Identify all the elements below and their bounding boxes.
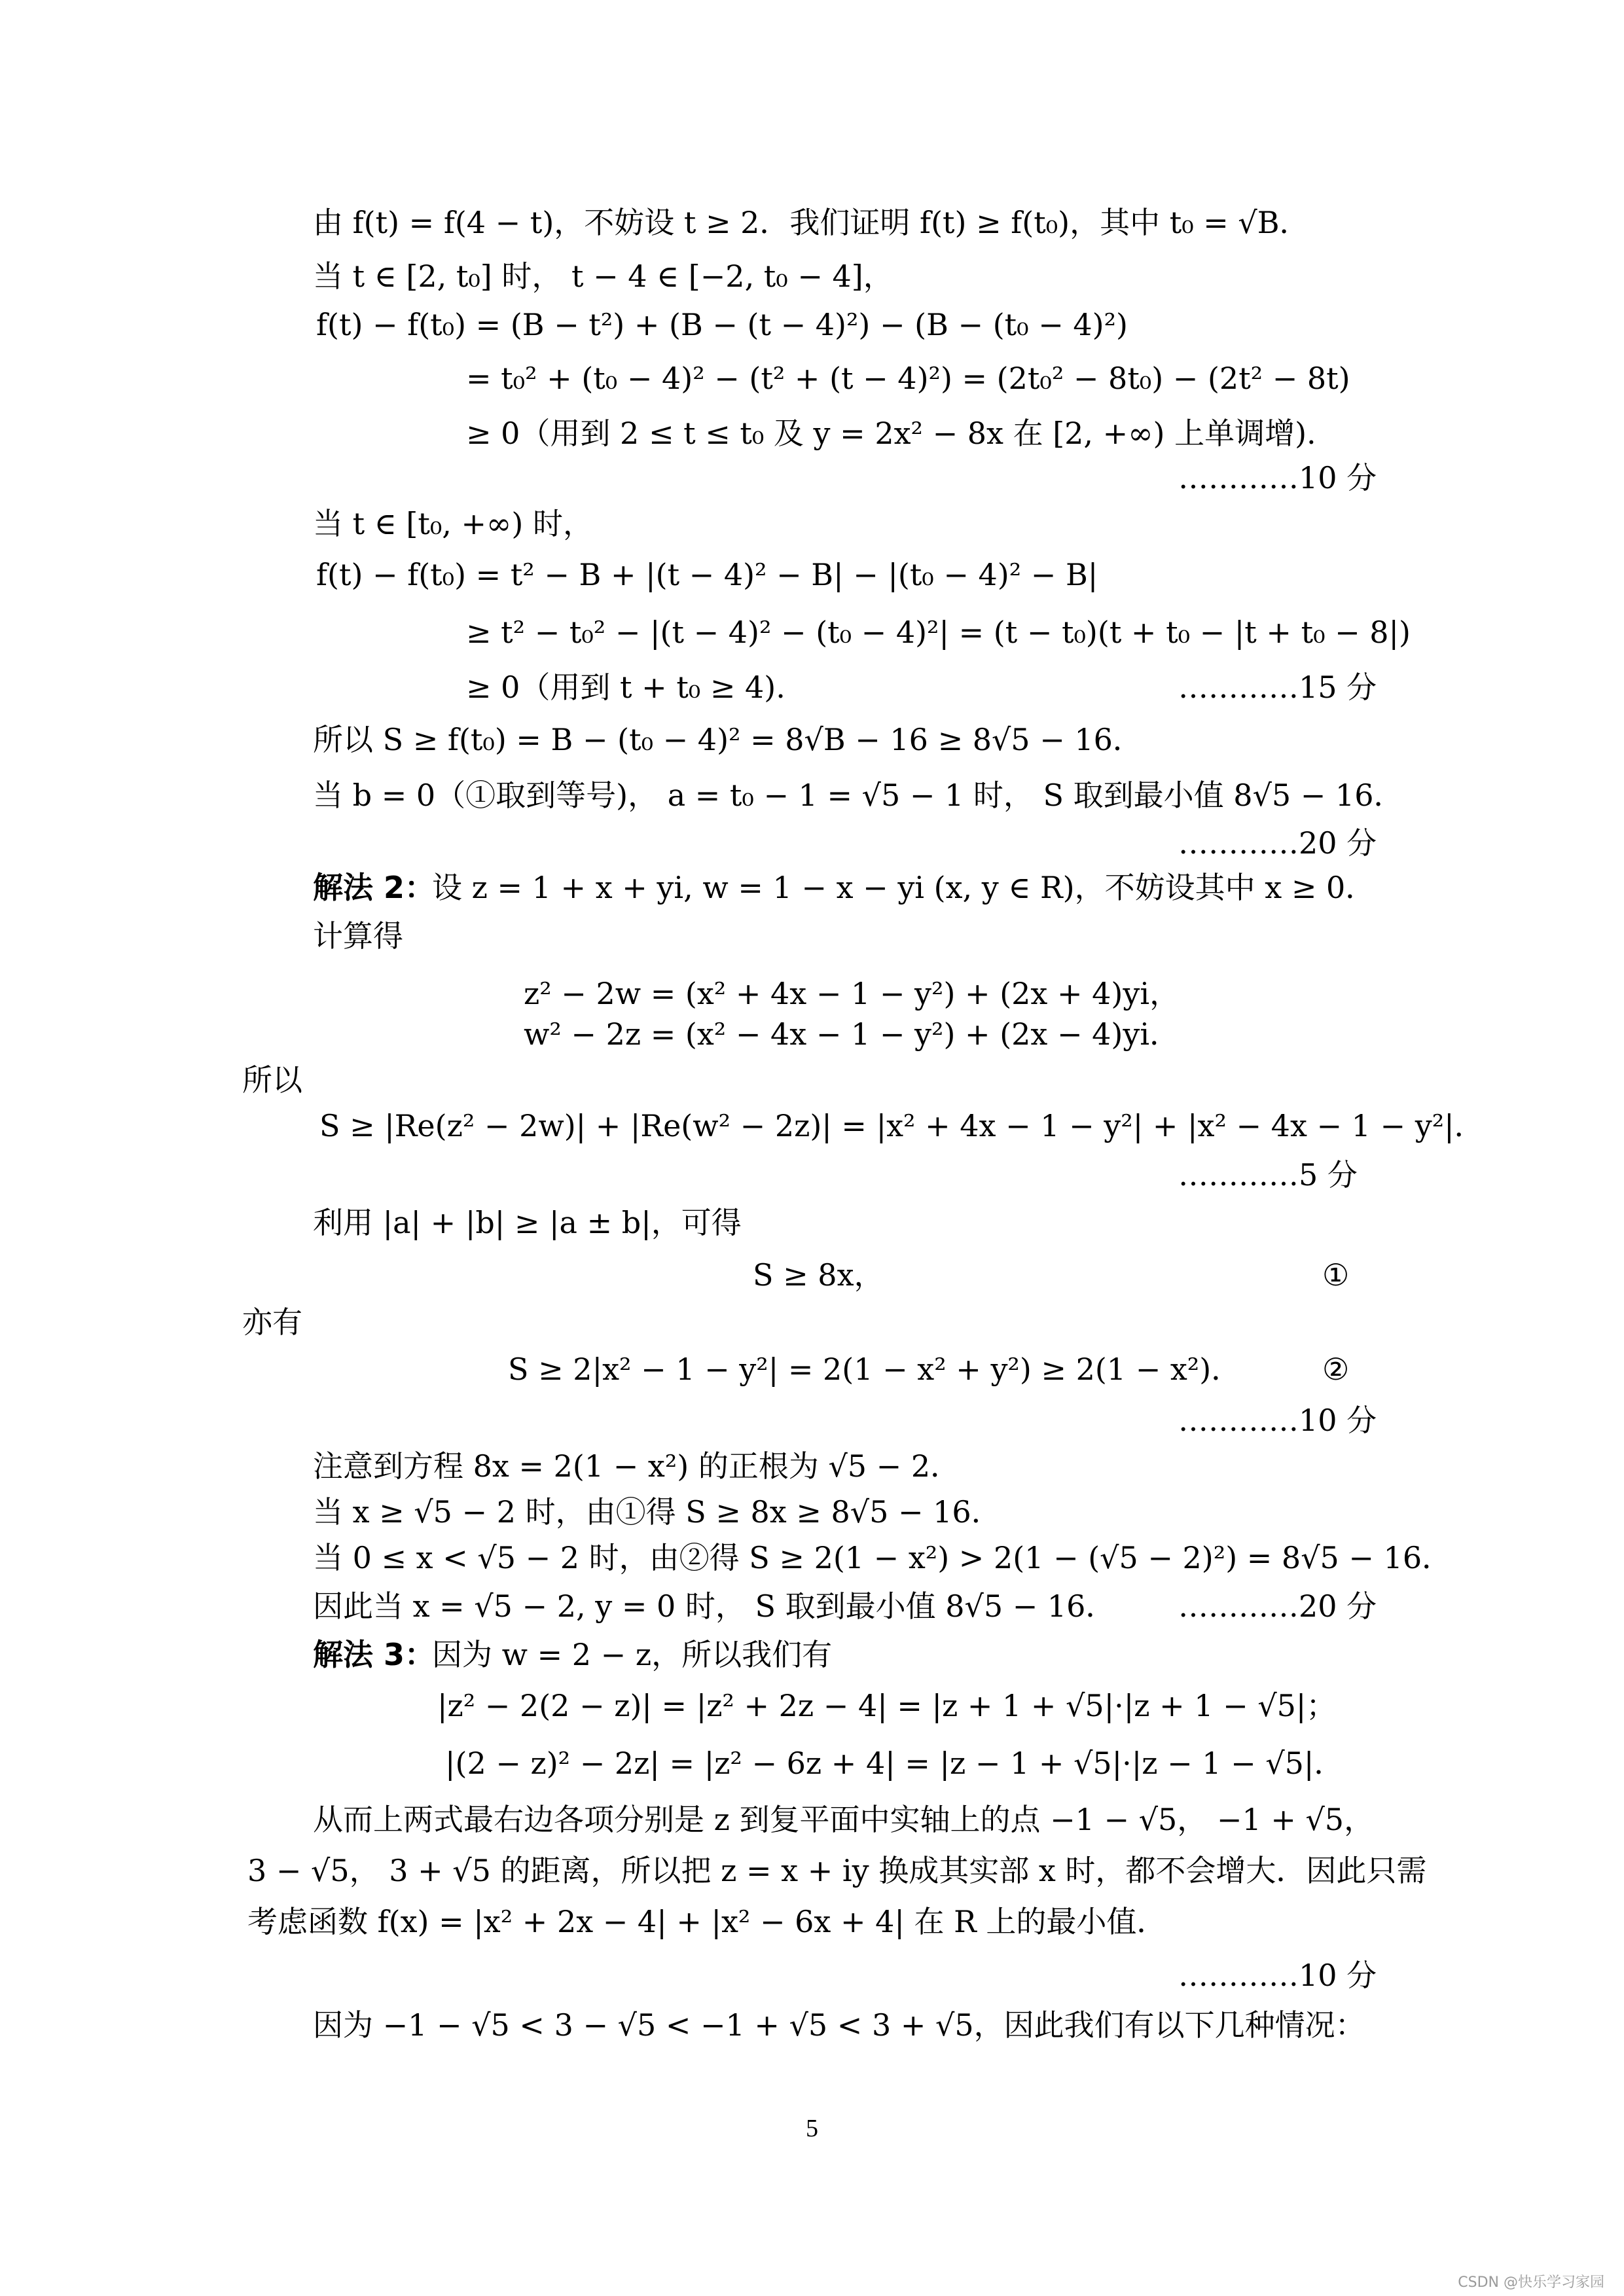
- score-mark: …………10 分: [1178, 1403, 1377, 1438]
- equation-number: ②: [1322, 1352, 1350, 1387]
- text-line: 当 0 ≤ x < √5 − 2 时，由②得 S ≥ 2(1 − x²) > 2(1 − (√5 − 2)²) = 8√5 − 16．: [313, 1540, 1453, 1575]
- score-mark: …………20 分: [1178, 825, 1377, 861]
- text-line: 利用 |a| + |b| ≥ |a ± b|，可得: [313, 1205, 742, 1240]
- score-mark: …………5 分: [1178, 1157, 1358, 1193]
- solution-heading: 解法 2：: [313, 870, 435, 905]
- equation-line: S ≥ 8x，: [753, 1257, 884, 1293]
- text-line: 考虑函数 f(x) = |x² + 2x − 4| + |x² − 6x + 4| 在 R 上的最小值．: [247, 1904, 1167, 1939]
- text-line: 计算得: [313, 918, 403, 954]
- text-line: 因为 −1 − √5 < 3 − √5 < −1 + √5 < 3 + √5，因此我们有以下几种情况：: [313, 2007, 1365, 2043]
- text-line: 注意到方程 8x = 2(1 − x²) 的正根为 √5 − 2．: [313, 1448, 961, 1484]
- equation-line: ≥ 0（用到 2 ≤ t ≤ t₀ 及 y = 2x² − 8x 在 [2, +∞) 上单调增).: [466, 416, 1316, 451]
- equation-line: |(2 − z)² − 2z| = |z² − 6z + 4| = |z − 1 + √5|·|z − 1 − √5|．: [445, 1746, 1344, 1781]
- equation-line: |z² − 2(2 − z)| = |z² + 2z − 4| = |z + 1 + √5|·|z + 1 − √5|；: [437, 1688, 1337, 1723]
- equation-number: ①: [1322, 1257, 1350, 1293]
- score-mark: …………15 分: [1178, 670, 1377, 705]
- text-line: 从而上两式最右边各项分别是 z 到复平面中实轴上的点 −1 − √5， −1 + √5，: [313, 1802, 1375, 1837]
- text-line: 当 t ∈ [2, t₀] 时， t − 4 ∈ [−2, t₀ − 4]，: [313, 259, 893, 294]
- text-line: 由 f(t) = f(4 − t)，不妨设 t ≥ 2．我们证明 f(t) ≥ f(t₀)，其中 t₀ = √B．: [313, 205, 1310, 240]
- page-number: 5: [806, 2115, 818, 2142]
- text-line: 设 z = 1 + x + yi, w = 1 − x − yi (x, y ∈ R)，不妨设其中 x ≥ 0．: [432, 870, 1376, 905]
- equation-line: = t₀² + (t₀ − 4)² − (t² + (t − 4)²) = (2t₀² − 8t₀) − (2t² − 8t): [466, 361, 1350, 396]
- equation-line: ≥ t² − t₀² − |(t − 4)² − (t₀ − 4)²| = (t − t₀)(t + t₀ − |t + t₀ − 8|): [466, 615, 1411, 650]
- score-mark: …………20 分: [1178, 1588, 1377, 1624]
- equation-line: ≥ 0（用到 t + t₀ ≥ 4).: [466, 670, 785, 705]
- text-line: 亦有: [242, 1304, 302, 1340]
- text-line: 3 − √5， 3 + √5 的距离，所以把 z = x + iy 换成其实部 x 时，都不会增大．因此只需: [247, 1853, 1427, 1888]
- equation-line: z² − 2w = (x² + 4x − 1 − y²) + (2x + 4)yi，: [524, 976, 1180, 1011]
- equation-line: f(t) − f(t₀) = t² − B + |(t − 4)² − B| − |(t₀ − 4)² − B|: [316, 557, 1098, 592]
- equation-line: S ≥ 2|x² − 1 − y²| = 2(1 − x² + y²) ≥ 2(1 − x²)．: [508, 1352, 1242, 1387]
- text-line: 因此当 x = √5 − 2, y = 0 时， S 取到最小值 8√5 − 16．: [313, 1588, 1116, 1624]
- score-mark: …………10 分: [1178, 1958, 1377, 1993]
- text-line: 所以: [242, 1062, 302, 1098]
- solution-heading: 解法 3：: [313, 1637, 435, 1672]
- text-line: 所以 S ≥ f(t₀) = B − (t₀ − 4)² = 8√B − 16 ≥ 8√5 − 16．: [313, 722, 1143, 757]
- equation-line: S ≥ |Re(z² − 2w)| + |Re(w² − 2z)| = |x² + 4x − 1 − y²| + |x² − 4x − 1 − y²|．: [319, 1108, 1485, 1143]
- equation-line: w² − 2z = (x² − 4x − 1 − y²) + (2x − 4)yi．: [524, 1016, 1180, 1052]
- watermark: CSDN @快乐学习家园: [1458, 2274, 1604, 2291]
- equation-line: f(t) − f(t₀) = (B − t²) + (B − (t − 4)²) − (B − (t₀ − 4)²): [316, 307, 1128, 342]
- text-line: 当 t ∈ [t₀, +∞) 时，: [313, 506, 593, 541]
- text-line: 因为 w = 2 − z，所以我们有: [432, 1637, 833, 1672]
- text-line: 当 x ≥ √5 − 2 时，由①得 S ≥ 8x ≥ 8√5 − 16．: [313, 1494, 1001, 1530]
- text-line: 当 b = 0（①取到等号)， a = t₀ − 1 = √5 − 1 时， S 取到最小值 8√5 − 16．: [313, 778, 1404, 813]
- score-mark: …………10 分: [1178, 460, 1377, 495]
